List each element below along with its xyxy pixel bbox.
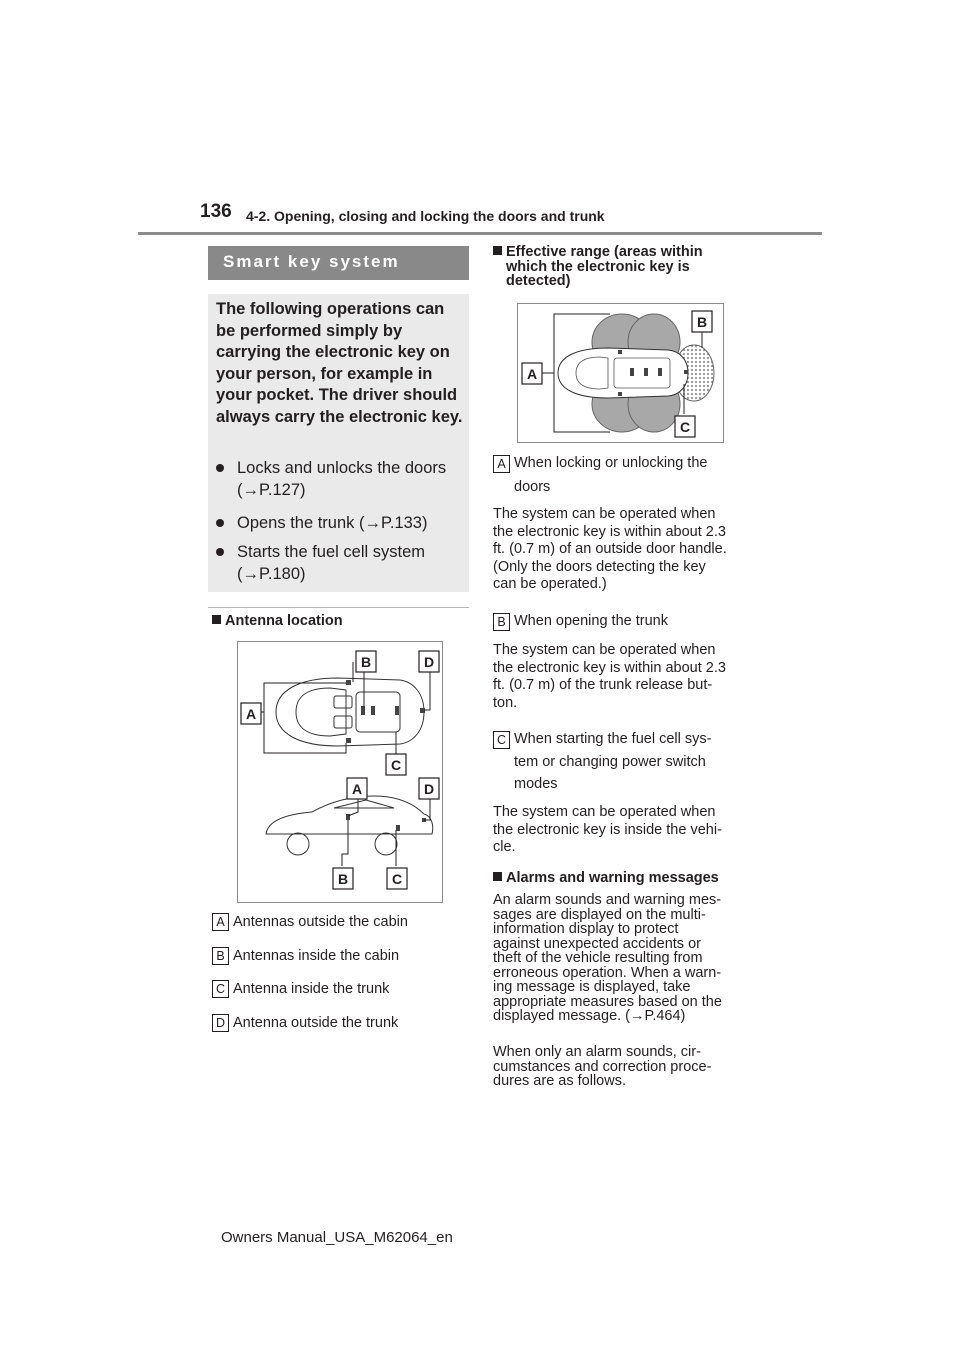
legend-tag: A (493, 455, 510, 473)
range-desc-b: The system can be operated when the electronic key is within about 2.3 ft. (0.7 m) of the trunk release but- ton. (493, 642, 726, 711)
arrow-right-icon: → (364, 514, 381, 532)
car-side-view (266, 796, 433, 855)
page-number: 136 (200, 201, 232, 222)
intro-box: The following operations can be performed simply by carrying the electronic key on your person, for example in your pocket. The driver should always carry the electronic key. Locks and unlocks the doors (→P.127) Opens the trunk (→P.133) Starts the fuel cell system (→P.180) (208, 294, 469, 592)
legend-item: A Antennas outside the cabin (212, 911, 470, 933)
range-item-a: A When locking or unlocking the doors (493, 452, 753, 496)
heading-square-icon (212, 615, 221, 624)
range-desc-a: The system can be operated when the electronic key is within about 2.3 ft. (0.7 m) of an outside door handle. (Only the doors detecting the key can be operated.) (493, 506, 727, 592)
range-item-b: B When opening the trunk (493, 610, 753, 632)
heading-square-icon (493, 872, 502, 881)
legend-tag: B (212, 947, 229, 965)
figure-label-d: D (423, 781, 435, 797)
legend-tag: D (212, 1014, 229, 1032)
alarms-paragraph-2: When only an alarm sounds, cir- cumstances and correction proce- dures are as follows. (493, 1044, 712, 1089)
legend-item: B Antennas inside the cabin (212, 945, 470, 967)
effective-range-figure (517, 303, 724, 443)
figure-label-b: B (337, 871, 349, 887)
figure-label-c: C (390, 757, 402, 773)
alarms-paragraph-1: An alarm sounds and warning mes- sages are displayed on the multi- information display to protect against unexpected accidents or theft of the vehicle resulting from erroneous operation. When a warn- ing message is displayed, take appropriate measures based on the displayed message. (→P.464) (493, 892, 722, 1024)
legend-tag: C (493, 731, 510, 749)
range-item-c: C When starting the fuel cell sys- tem or changing power switch modes (493, 728, 753, 794)
section-divider (208, 607, 469, 608)
figure-label-a: A (245, 706, 257, 722)
arrow-right-icon: → (242, 565, 259, 583)
bullet-icon (216, 548, 224, 556)
figure-label-d: D (423, 654, 435, 670)
antenna-heading: Antenna location (212, 614, 343, 628)
legend-item: D Antenna outside the trunk (212, 1012, 470, 1034)
bullet-icon (216, 519, 224, 527)
figure-label-a: A (526, 366, 538, 382)
header-divider (138, 232, 822, 235)
effective-range-diagram (518, 304, 723, 442)
page-ref-link[interactable]: P.133 (380, 514, 422, 532)
footer-text: Owners Manual_USA_M62064_en (221, 1229, 453, 1246)
figure-label-c: C (391, 871, 403, 887)
legend-tag: A (212, 913, 229, 931)
section-title: Smart key system (223, 252, 400, 271)
alarms-heading: Alarms and warning messages (493, 871, 719, 885)
car-top-view (558, 348, 688, 398)
legend-tag: C (212, 980, 229, 998)
section-title-bar (208, 246, 469, 280)
figure-label-a: A (351, 781, 363, 797)
range-desc-c: The system can be operated when the electronic key is inside the vehi- cle. (493, 804, 722, 855)
page-ref-link[interactable]: P.127 (259, 481, 300, 499)
car-top-view (276, 678, 424, 746)
range-heading: Effective range (areas within which the electronic key is detected) (493, 245, 753, 289)
legend-item: C Antenna inside the trunk (212, 978, 470, 1000)
antenna-diagram (238, 642, 442, 902)
figure-label-c: C (679, 419, 691, 435)
figure-label-b: B (360, 654, 372, 670)
intro-text: The following operations can be performed simply by carrying the electronic key on your person, for example in your pocket. The driver should always carry the electronic key. (216, 300, 463, 426)
arrow-right-icon: → (630, 1008, 645, 1024)
page-ref-link[interactable]: P.464 (644, 1008, 681, 1024)
figure-label-b: B (696, 314, 708, 330)
page-ref-link[interactable]: P.180 (259, 565, 300, 583)
running-head: 4-2. Opening, closing and locking the doors and trunk (246, 208, 605, 224)
legend-tag: B (493, 613, 510, 631)
antenna-location-figure (237, 641, 443, 903)
bullet-icon (216, 464, 224, 472)
arrow-right-icon: → (242, 481, 259, 499)
heading-square-icon (493, 246, 502, 255)
